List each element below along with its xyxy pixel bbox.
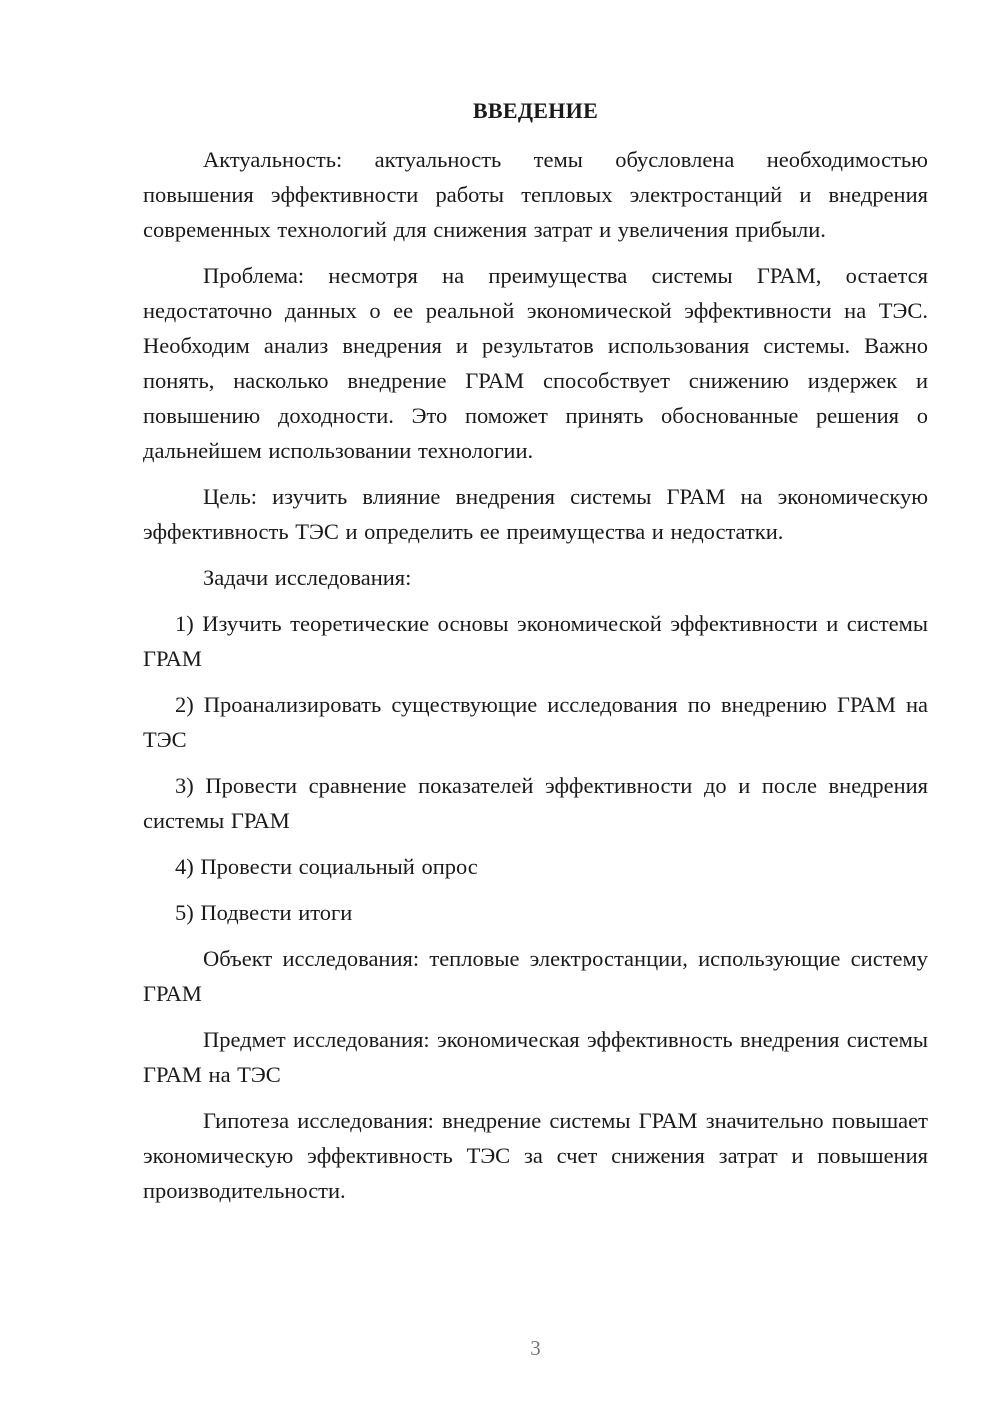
list-item: 5) Подвести итоги [175,900,353,925]
paragraph-object: Объект исследования: тепловые электростанции, использующие систему ГРАМ [143,946,928,1006]
list-item: 2) Проанализировать существующие исследования по внедрению ГРАМ на ТЭС [143,692,928,752]
list-item: 4) Провести социальный опрос [175,854,478,879]
document-page [143,0,928,1414]
paragraph-relevance: Актуальность: актуальность темы обусловлена необходимостью повышения эффективности работы тепловых электростанций и внедрения современных технологий для снижения затрат и увеличения прибыли. [143,147,928,242]
section-heading: ВВЕДЕНИЕ [472,98,599,123]
list-item: 1) Изучить теоретические основы экономической эффективности и системы ГРАМ [143,611,928,671]
paragraph-tasks-intro: Задачи исследования: [203,565,412,590]
paragraph-goal: Цель: изучить влияние внедрения системы ГРАМ на экономическую эффективность ТЭС и определить ее преимущества и недостатки. [143,484,928,544]
body-text [143,142,928,1219]
paragraph-subject: Предмет исследования: экономическая эффективность внедрения системы ГРАМ на ТЭС [143,1027,928,1087]
paragraph-problem: Проблема: несмотря на преимущества системы ГРАМ, остается недостаточно данных о ее реальной экономической эффективности на ТЭС. Необходим анализ внедрения и результатов использования системы. Важно понять, насколько внедрение ГРАМ способствует снижению издержек и повышению доходности. Это поможет принять обоснованные решения о дальнейшем использовании технологии. [143,263,928,463]
page-number: 3 [530,1336,541,1360]
list-item: 3) Провести сравнение показателей эффективности до и после внедрения системы ГРАМ [143,773,928,833]
paragraph-hypothesis: Гипотеза исследования: внедрение системы ГРАМ значительно повышает экономическую эффективность ТЭС за счет снижения затрат и повышения производительности. [143,1108,928,1203]
